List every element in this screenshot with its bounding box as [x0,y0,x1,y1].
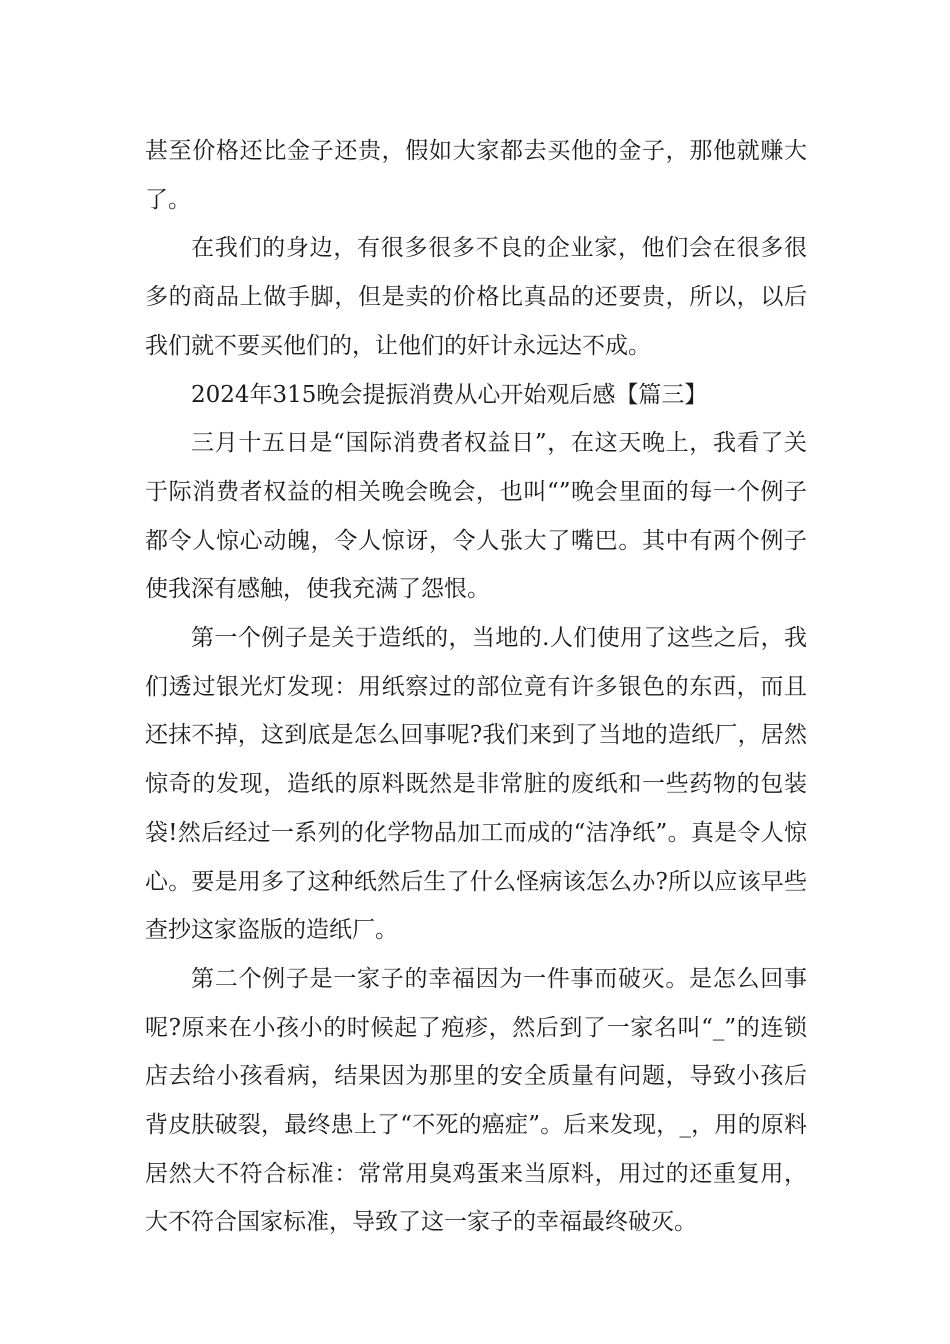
paragraph-bad-entrepreneurs: 在我们的身边，有很多很多不良的企业家，他们会在很多很多的商品上做手脚，但是卖的价格比真品的还要贵，所以，以后我们就不要买他们的，让他们的奸计永远达不成。 [145,235,807,359]
paragraph-paper-example: 第一个例子是关于造纸的，当地的.人们使用了这些之后，我们透过银光灯发现：用纸察过的部位竟有许多银色的东西，而且还抹不掉，这到底是怎么回事呢?我们来到了当地的造纸厂，居然惊奇的发现，造纸的原料既然是非常脏的废纸和一些药物的包装袋!然后经过一系列的化学物品加工而成的“洁净纸”。真是令人惊心。要是用多了这种纸然后生了什么怪病该怎么办?所以应该早些查抄这家盗版的造纸厂。 [145,625,807,944]
document-body [145,127,807,1247]
section-heading: 2024年315晚会提振消费从心开始观后感【篇三】 [191,381,708,408]
paragraph-continuation: 甚至价格还比金子还贵，假如大家都去买他的金子，那他就赚大了。 [145,138,807,213]
paragraph-family-example: 第二个例子是一家子的幸福因为一件事而破灭。是怎么回事呢?原来在小孩小的时候起了疱疹，然后到了一家名叫“_”的连锁店去给小孩看病，结果因为那里的安全质量有问题，导致小孩后背皮肤破裂，最终患上了“不死的癌症”。后来发现，_，用的原料居然大不符合标准：常常用臭鸡蛋来当原料，用过的还重复用，大不符合国家标准，导致了这一家子的幸福最终破灭。 [145,965,807,1236]
paragraph-consumer-rights-day: 三月十五日是“国际消费者权益日”，在这天晚上，我看了关于际消费者权益的相关晚会晚会，也叫“”晚会里面的每一个例子都令人惊心动魄，令人惊讶，令人张大了嘴巴。其中有两个例子使我深有感触，使我充满了怨恨。 [145,430,807,603]
